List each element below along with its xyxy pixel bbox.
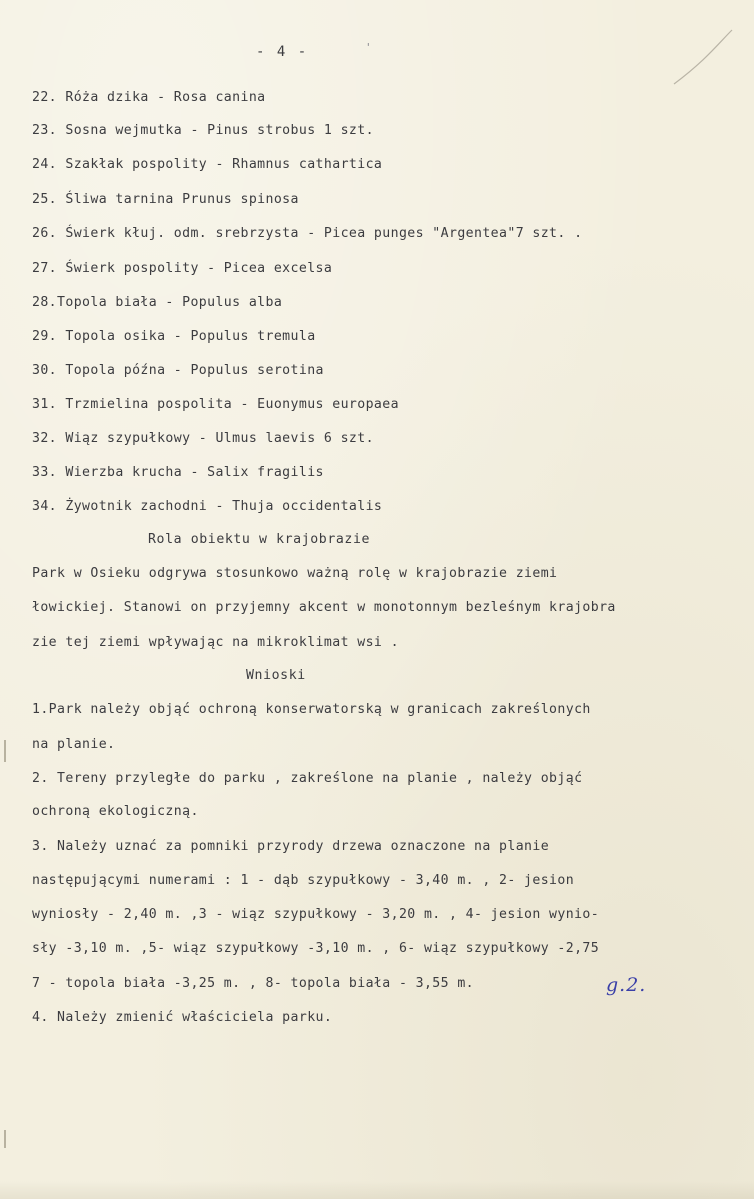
page-edge-shadow [0, 1181, 754, 1199]
conclusion-line: sły -3,10 m. ,5- wiąz szypułkowy -3,10 m. , 6- wiąz szypułkowy -2,75 [32, 941, 600, 956]
section-heading-role: Rola obiektu w krajobrazie [148, 532, 371, 547]
conclusion-line: 7 - topola biała -3,25 m. , 8- topola biała - 3,55 m. [32, 976, 474, 991]
conclusion-line: następującymi numerami : 1 - dąb szypułkowy - 3,40 m. , 2- jesion [32, 873, 575, 888]
list-item: 22. Róża dzika - Rosa canina [32, 90, 266, 105]
conclusion-line: ochroną ekologiczną. [32, 804, 199, 819]
conclusion-line: na planie. [32, 737, 116, 752]
list-item: 32. Wiąz szypułkowy - Ulmus laevis 6 szt. [32, 431, 374, 446]
margin-mark [4, 740, 6, 762]
conclusion-line: 3. Należy uznać za pomniki przyrody drzewa oznaczone na planie [32, 839, 550, 854]
paragraph-line: łowickiej. Stanowi on przyjemny akcent w monotonnym bezleśnym krajobra [32, 600, 616, 615]
stray-mark: ' [365, 41, 373, 54]
conclusion-line: 2. Tereny przyległe do parku , zakreślone na planie , należy objąć [32, 771, 583, 786]
list-item: 34. Żywotnik zachodni - Thuja occidentalis [32, 499, 383, 514]
list-item: 31. Trzmielina pospolita - Euonymus europaea [32, 397, 399, 412]
paragraph-line: Park w Osieku odgrywa stosunkowo ważną rolę w krajobrazie ziemi [32, 566, 558, 581]
conclusion-line: 1.Park należy objąć ochroną konserwatorską w granicach zakreślonych [32, 702, 591, 717]
conclusion-line: wyniosły - 2,40 m. ,3 - wiąz szypułkowy - 3,20 m. , 4- jesion wynio- [32, 907, 600, 922]
list-item: 26. Świerk kłuj. odm. srebrzysta - Picea punges "Argentea"7 szt. . [32, 226, 583, 241]
list-item: 25. Śliwa tarnina Prunus spinosa [32, 192, 299, 207]
pencil-stroke-icon [666, 28, 736, 88]
list-item: 28.Topola biała - Populus alba [32, 295, 283, 310]
list-item: 27. Świerk pospolity - Picea excelsa [32, 261, 333, 276]
list-item: 23. Sosna wejmutka - Pinus strobus 1 szt. [32, 123, 374, 138]
handwritten-annotation: g.2. [606, 974, 647, 996]
conclusion-line: 4. Należy zmienić właściciela parku. [32, 1010, 333, 1025]
page-number: - 4 - [256, 44, 309, 60]
section-heading-conclusions: Wnioski [246, 668, 306, 683]
list-item: 29. Topola osika - Populus tremula [32, 329, 316, 344]
list-item: 30. Topola późna - Populus serotina [32, 363, 324, 378]
margin-mark [4, 1130, 6, 1148]
list-item: 33. Wierzba krucha - Salix fragilis [32, 465, 324, 480]
paragraph-line: zie tej ziemi wpływając na mikroklimat wsi . [32, 635, 399, 650]
list-item: 24. Szakłak pospolity - Rhamnus cathartica [32, 157, 383, 172]
